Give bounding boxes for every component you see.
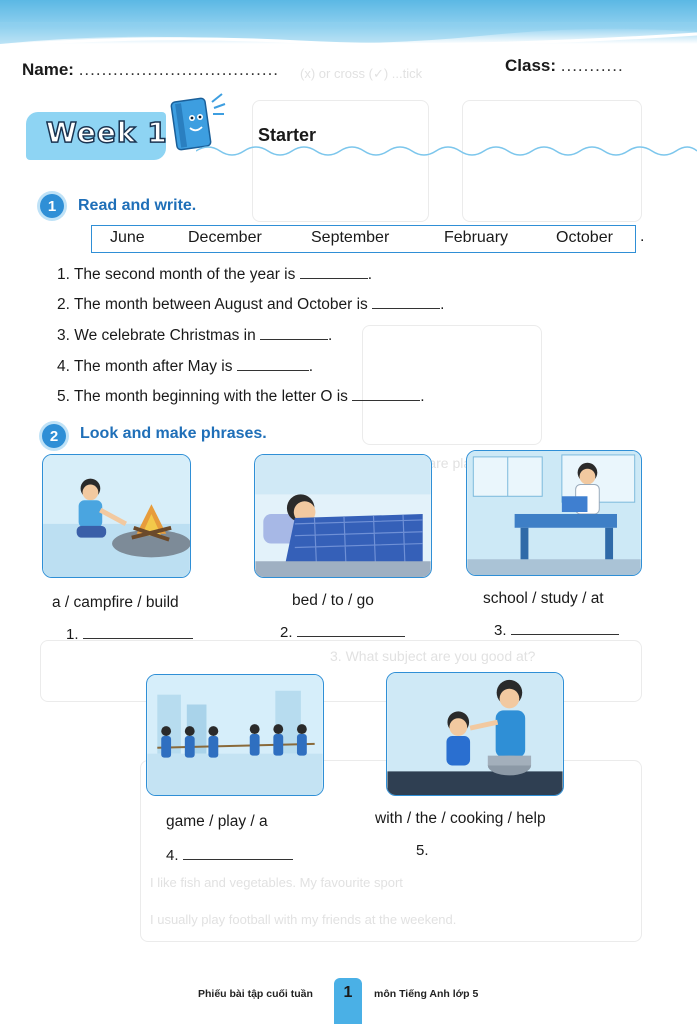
word-bank-item: June — [110, 229, 145, 246]
name-label: Name: — [22, 60, 74, 79]
question-1 — [57, 264, 372, 284]
phrase-4: game / play / a — [166, 813, 268, 830]
name-field[interactable] — [22, 60, 279, 80]
question-text: 3. We celebrate Christmas in — [57, 327, 256, 344]
section-1-number: 1 — [40, 194, 64, 218]
answer-4 — [166, 845, 293, 864]
phrase-5: with / the / cooking / help — [375, 810, 546, 827]
ghost-text: I usually play football with my friends at the weekend. — [150, 912, 457, 927]
class-field[interactable] — [505, 56, 624, 76]
ghost-text: 3. What subject are you good at? — [330, 648, 536, 664]
tug-of-war-illustration — [147, 675, 323, 795]
answer-blank[interactable] — [237, 356, 309, 371]
answer-blank[interactable] — [297, 622, 405, 637]
picture-cooking — [386, 672, 564, 796]
answer-label: 1. — [66, 626, 79, 643]
ghost-text: I like fish and vegetables. My favourite sport — [150, 875, 403, 890]
word-bank-item: December — [188, 229, 262, 246]
picture-bed — [254, 454, 432, 578]
wave-divider — [196, 140, 697, 162]
word-bank-dot: . — [640, 228, 645, 245]
question-text: 5. The month beginning with the letter O is — [57, 388, 348, 405]
answer-blank[interactable] — [511, 620, 619, 635]
campfire-illustration — [43, 455, 190, 577]
section-1-title: Read and write. — [78, 197, 197, 214]
question-end: . — [420, 388, 425, 405]
section-2-number: 2 — [42, 424, 66, 448]
answer-label: 5. — [416, 842, 429, 859]
word-bank-item: September — [311, 229, 390, 246]
answer-blank[interactable] — [260, 325, 328, 340]
answer-blank[interactable] — [300, 264, 368, 279]
section-2-title: Look and make phrases. — [80, 425, 267, 442]
question-end: . — [328, 327, 333, 344]
picture-campfire — [42, 454, 191, 578]
question-end: . — [367, 266, 373, 283]
class-dots: ........... — [560, 56, 624, 75]
question-text: 4. The month after May is — [57, 358, 233, 375]
question-4 — [57, 356, 313, 376]
answer-3 — [494, 620, 619, 639]
answer-blank[interactable] — [83, 624, 193, 639]
page-number: 1 — [334, 978, 362, 1024]
name-dots: ................................... — [78, 60, 280, 79]
word-bank-item: February — [444, 229, 509, 246]
bed-illustration — [255, 455, 431, 577]
ghost-frame — [362, 325, 542, 445]
footer-title: Phiếu bài tập cuối tuần — [198, 988, 313, 1000]
school-illustration — [467, 451, 641, 575]
phrase-1: a / campfire / build — [52, 594, 179, 611]
week-title: Week 1 — [46, 116, 168, 149]
week-subtitle: Starter — [258, 125, 317, 145]
cooking-illustration — [387, 673, 563, 795]
footer-subject: môn Tiếng Anh lớp 5 — [374, 988, 479, 1000]
answer-5 — [416, 842, 429, 859]
question-end: . — [440, 296, 445, 313]
word-bank-item: October — [556, 229, 613, 246]
answer-2 — [280, 622, 405, 641]
question-3 — [57, 325, 332, 345]
ghost-text: (x) or cross (✓) ...tick — [300, 66, 423, 81]
question-end: . — [308, 358, 314, 375]
phrase-3: school / study / at — [483, 590, 604, 607]
class-label: Class: — [505, 56, 557, 75]
phrase-2: bed / to / go — [292, 592, 374, 609]
answer-1 — [66, 624, 193, 643]
ghost-text: are — [428, 455, 449, 471]
answer-label: 3. — [494, 622, 507, 639]
picture-game — [146, 674, 324, 796]
answer-blank[interactable] — [372, 294, 440, 309]
question-text: 2. The month between August and October is — [57, 296, 368, 313]
question-2 — [57, 294, 444, 314]
answer-blank[interactable] — [183, 845, 293, 860]
picture-school — [466, 450, 642, 576]
answer-label: 2. — [280, 624, 293, 641]
answer-blank[interactable] — [352, 386, 420, 401]
question-text: 1. The second month of the year is — [57, 266, 296, 283]
answer-label: 4. — [166, 847, 179, 864]
question-5 — [57, 386, 425, 406]
